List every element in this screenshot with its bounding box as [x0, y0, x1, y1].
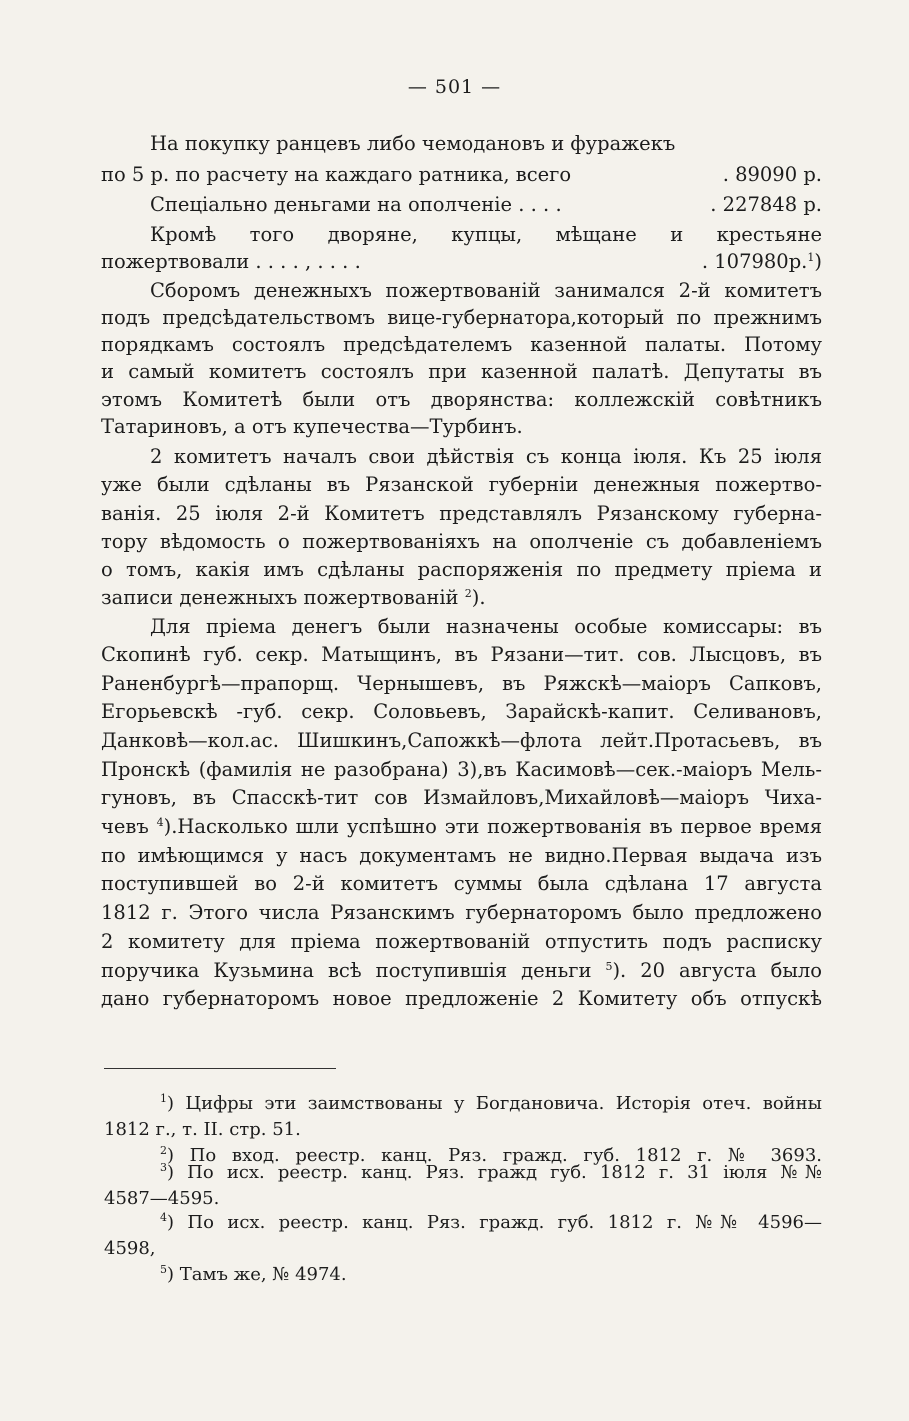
text-line: Кромѣ того дворяне, купцы, мѣщане и крестьяне [150, 223, 822, 246]
text-line: поступившей во 2-й комитетъ суммы была сдѣлана 17 августа [101, 872, 822, 895]
expense-label: по 5 р. по расчету на каждаго ратника, всего [101, 163, 572, 186]
page-number: — 501 — [407, 76, 502, 98]
expense-amount: . 107980р.$^1$) [701, 250, 822, 273]
expense-label: пожертвовали . . . . , . . . . [101, 250, 361, 273]
text-line: уже были сдѣланы въ Рязанской губерніи денежныя пожертво- [101, 473, 822, 496]
footnote-3-cont: 4587—4595. [104, 1188, 220, 1209]
text-line: порядкамъ состоялъ предсѣдателемъ казенной палаты. Потому [101, 333, 822, 356]
text-line: чевъ $^4$).Насколько шли успѣшно эти пожертвованія въ первое время [101, 815, 823, 838]
text-line: Для пріема денегъ были назначены особые комиссары: въ [150, 615, 822, 638]
expense-row [101, 248, 822, 275]
text-line: поручика Кузьмина всѣ поступившія деньги $^5$). 20 августа было [101, 959, 822, 982]
text-line: гуновъ, въ Спасскѣ-тит сов Измайловъ,Михайловѣ—маіоръ Чиха- [101, 786, 822, 809]
text-line: Данковѣ—кол.ас. Шишкинъ,Сапожкѣ—флота лейт.Протасьевъ, въ [101, 729, 822, 752]
text-line: Сборомъ денежныхъ пожертвованій занимался 2-й комитетъ [150, 279, 822, 302]
expense-row [101, 161, 822, 188]
text-line: записи денежныхъ пожертвованій $^2$). [101, 586, 486, 609]
footnote-4-cont: 4598, [104, 1238, 156, 1259]
expense-row [150, 191, 822, 218]
expense-label: Спеціально деньгами на ополченіе . . . . [150, 193, 562, 216]
footnote-5: $^5$) Тамъ же, № 4974. [160, 1263, 347, 1285]
footnote-ref: 4 [156, 816, 164, 829]
text-line: и самый комитетъ состоялъ при казенной палатѣ. Депутаты въ [101, 360, 822, 383]
footnote-1: $^1$) Цифры эти заимствованы у Богдановича. Исторія отеч. войны [160, 1092, 822, 1114]
text-line: этомъ Комитетѣ были отъ дворянства: коллежскій совѣтникъ [101, 388, 822, 411]
text-line: по имѣющимся у насъ документамъ не видно.Первая выдача изъ [101, 844, 822, 867]
text-line: Раненбургѣ—прапорщ. Чернышевъ, въ Ряжскѣ—маіоръ Сапковъ, [101, 672, 822, 695]
footnote-ref: 2 [464, 587, 472, 600]
text-line: Татариновъ, а отъ купечества—Турбинъ. [101, 415, 523, 438]
text-line: Егорьевскѣ -губ. секр. Соловьевъ, Зарайскѣ-капит. Селивановъ, [101, 700, 822, 723]
text-line: дано губернаторомъ новое предложеніе 2 Комитету объ отпускѣ [101, 987, 822, 1010]
footnote-2: $^2$) По вход. реестр. канц. Ряз. гражд. губ. 1812 г. № 3693. [160, 1144, 822, 1166]
text-line: ванія. 25 іюля 2-й Комитетъ представлялъ Рязанскому губерна- [101, 502, 822, 525]
text-line: тору вѣдомость о пожертвованіяхъ на ополченіе съ добавленіемъ [101, 530, 822, 553]
text-line: 2 комитетъ началъ свои дѣйствія съ конца іюля. Къ 25 іюля [150, 445, 822, 468]
text-line: 1812 г. Этого числа Рязанскимъ губернаторомъ было предложено [101, 901, 822, 924]
footnote-ref: 5 [605, 960, 613, 973]
text-line: Пронскѣ (фамилія не разобрана) 3),въ Касимовѣ—сек.-маіоръ Мель- [101, 758, 822, 781]
footnote-ref: 1 [807, 251, 815, 264]
text-line: подъ предсѣдательствомъ вице-губернатора,который по прежнимъ [101, 306, 822, 329]
expense-amount: . 227848 р. [710, 193, 822, 216]
footnote-1-cont: 1812 г., т. II. стр. 51. [104, 1119, 301, 1140]
footnote-3: $^3$) По исх. реестр. канц. Ряз. гражд губ. 1812 г. 31 іюля №№ [160, 1161, 822, 1183]
text-line: Скопинѣ губ. секр. Матыщинъ, въ Рязани—тит. сов. Лысцовъ, въ [101, 643, 822, 666]
footnote-divider [104, 1068, 336, 1069]
text-line: о томъ, какія имъ сдѣланы распоряженія по предмету пріема и [101, 558, 822, 581]
text-line: На покупку ранцевъ либо чемодановъ и фуражекъ [150, 132, 676, 155]
footnote-4: $^4$) По исх. реестр. канц. Ряз. гражд. губ. 1812 г. №№ 4596— [160, 1211, 822, 1233]
expense-amount: . 89090 р. [722, 163, 822, 186]
text-line: 2 комитету для пріема пожертвованій отпустить подъ расписку [101, 930, 822, 953]
